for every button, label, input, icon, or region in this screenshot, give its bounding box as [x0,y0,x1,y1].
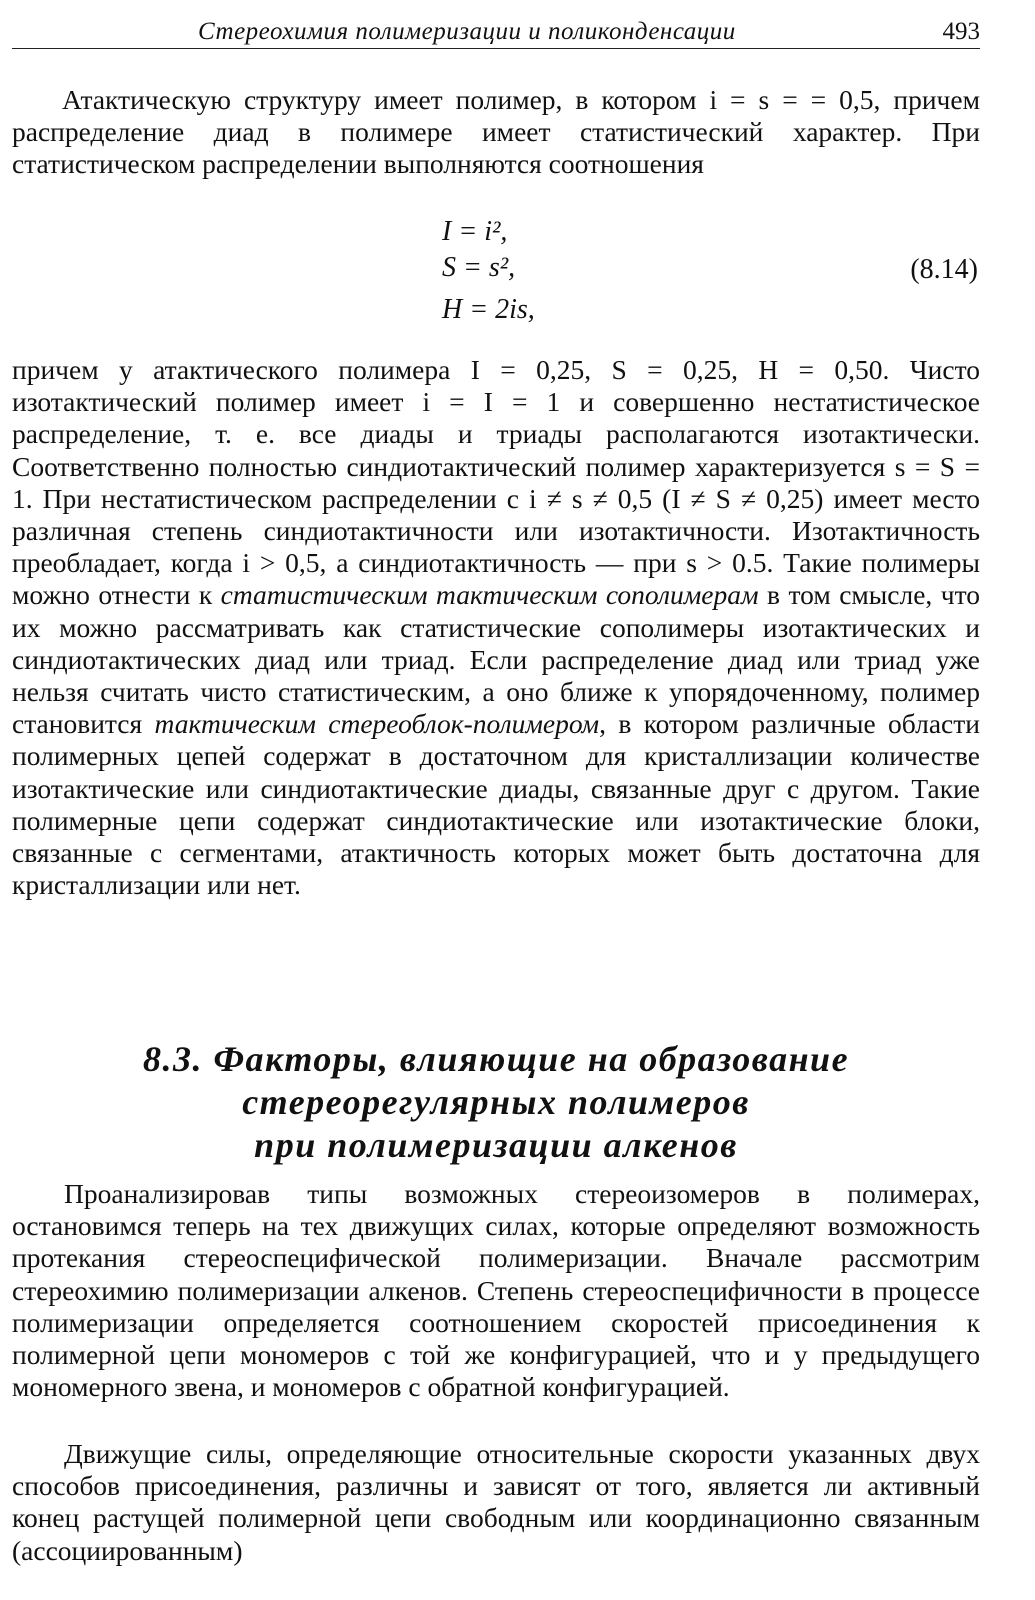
section-heading-line-1: 8.3. Факторы, влияющие на образование [142,1039,850,1079]
term-statistical-tactic-copolymers: статистическим тактическим сополимерам [220,579,759,611]
paragraph-2-text-1: причем у атактического полимера I = 0,25, S = 0,25, H = 0,50. Чисто изотактический полимер имеет i = I = 1 и совершенно нестатистическое распределение, т. е. все диады и триады располагаются изотактически. Соответственно полностью синдиотактический полимер характеризуется s = S = 1. При нестатистическом распределении с i ≠ s ≠ 0,5 (I ≠ S ≠ 0,25) имеет место различная степень синдиотактичности или изотактичности. Изотактичность преобладает, когда i > 0,5, а синдиотактичность — при s > 0.5. Такие полимеры можно отнести к [12,354,980,611]
page-header [12,14,980,49]
running-title: Стереохимия полимеризации и поликонденсации [198,18,736,45]
equation-syndiotactic: S = s², [442,252,516,283]
section-heading-line-2: стереорегулярных полимеров [242,1082,750,1122]
paragraph-stereospecificity: Проанализировав типы возможных стереоизомеров в полимерах, остановимся теперь на тех движущих силах, которые определяют возможность протекания стереоспецифической полимеризации. Вначале рассмотрим стереохимию полимеризации алкенов. Степень стереоспецифичности в процессе полимеризации определяется соотношением скоростей присоединения к полимерной цепи мономеров с той же конфигурацией, что и у предыдущего мономерного звена, и мономеров с обратной конфигурацией. [12,1178,980,1403]
equation-heterotactic: H = 2is, [442,294,535,325]
page-number: 493 [942,18,980,45]
term-tactic-stereoblock-polymer: тактическим стереоблок-полимером [154,708,600,740]
section-heading-line-3: при полимеризации алкенов [254,1125,738,1165]
paragraph-2-text-2: в том смысле, что их можно рассматривать как статистические сополимеры изотактических и синдиотактических диад или триад. Если распределение диад или триад уже нельзя считать чисто статистическим, а оно ближе к упорядоченному, полимер становится [12,579,980,740]
equation-block-8-14 [12,214,980,342]
equation-isotactic: I = i², [442,216,508,247]
section-heading-8-3 [12,1038,980,1167]
paragraph-tacticity-distribution [12,354,980,901]
paragraph-2-text-3: , в котором различные области полимерных цепей содержат в достаточном для кристаллизации количестве изотактические или синдиотактические диады, связанные друг с другом. Такие полимерные цепи содержат синдиотактические или изотактические блоки, связанные с сегментами, атактичность которых может быть достаточна для кристаллизации или нет. [12,708,980,901]
equation-number: (8.14) [910,254,978,285]
paragraph-atactic-structure: Атактическую структуру имеет полимер, в котором i = s = = 0,5, причем распределение диад в полимере имеет статистический характер. При статистическом распределении выполняются соотношения [12,84,980,180]
paragraph-driving-forces: Движущие силы, определяющие относительные скорости указанных двух способов присоединения, различны и зависят от того, является ли активный конец растущей полимерной цепи свободным или координационно связанным (ассоциированным) [12,1438,980,1566]
